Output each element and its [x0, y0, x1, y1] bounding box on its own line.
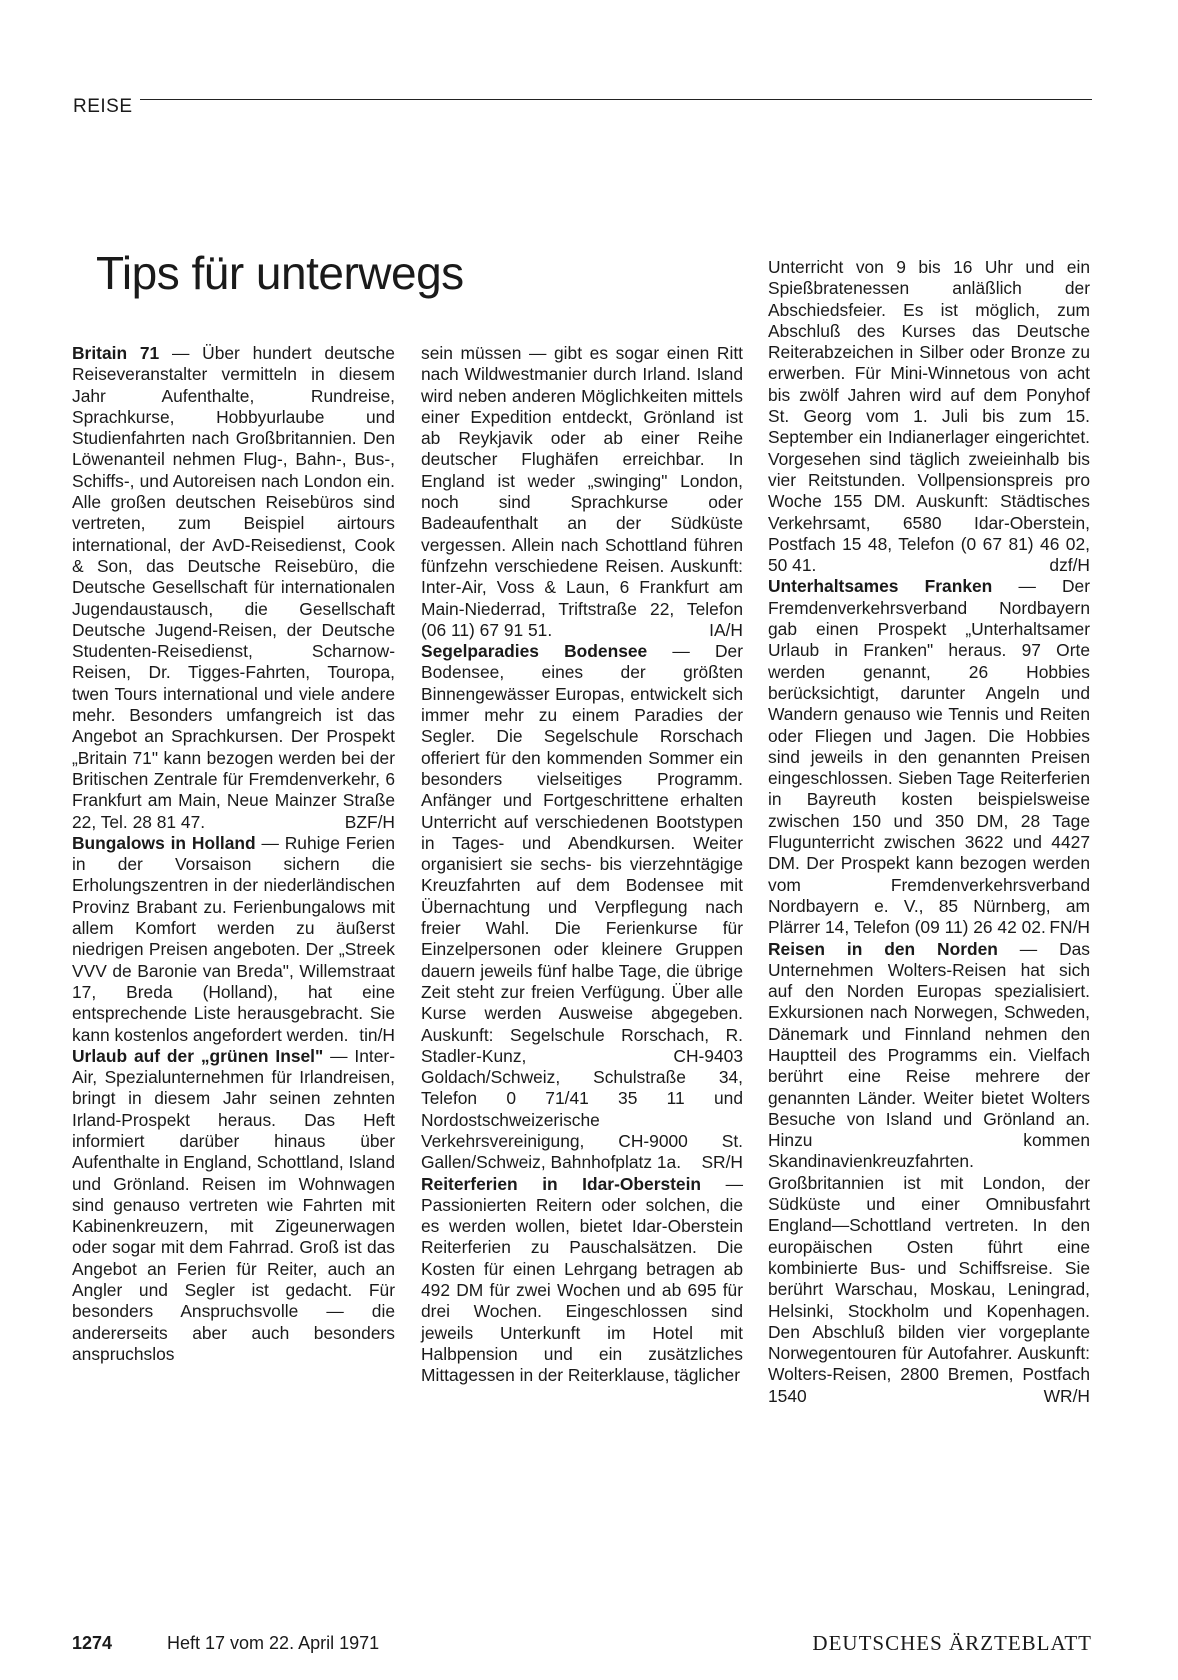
author-signature: FN/H: [1049, 917, 1090, 938]
article-reiterferien: [421, 1174, 743, 1387]
author-signature: SR/H: [701, 1152, 743, 1173]
article-title: Segelparadies Bodensee: [421, 641, 648, 662]
article-text: — Passionierten Reitern oder solchen, die es werden wollen, bietet Idar-Oberstein Reiterferien zu Pauschalsätzen. Die Kosten für einen Lehrgang betragen ab 492 DM für zwei Wochen und ab 695 für drei Wochen. Eingeschlossen sind jeweils Unterkunft im Hotel mit Halbpension und ein zusätzliches Mittagessen in der Reiterklause, täglicher: [421, 1173, 743, 1386]
column-2: [421, 343, 743, 1387]
author-signature: dzf/H: [1049, 555, 1090, 576]
author-signature: tin/H: [359, 1024, 395, 1045]
article-title: Unterhaltsames Franken: [768, 576, 993, 597]
article-urlaub: [72, 1046, 395, 1365]
article-title: Reiterferien in Idar-Oberstein: [421, 1173, 702, 1194]
article-text: Unterricht von 9 bis 16 Uhr und ein Spießbratenessen anläßlich der Abschiedsfeier. Es ist möglich, zum Abschluß des Kurses das Deutsche Reiterabzeichen in Silber oder Bronze zu erwerben. Für Mini-Winnetous von acht bis zwölf Jahren wird auf dem Ponyhof St. Georg vom 1. Juli bis zum 15. September ein Indianerlager eingerichtet. Vorgesehen sind täglich zweieinhalb bis vier Reitstunden. Vollpensionspreis pro Woche 155 DM. Auskunft: Städtisches Verkehrsamt, 6580 Idar-Oberstein, Postfach 15 48, Telefon (0 67 81) 46 02, 50 41.: [768, 257, 1090, 576]
column-3: [768, 257, 1090, 1407]
column-1: [72, 343, 395, 1365]
article-text: — Der Fremdenverkehrsverband Nordbayern gab einen Prospekt „Unterhaltsamer Urlaub in Franken" heraus. 97 Orte werden genannt, 26 Hobbies berücksichtigt, darunter Angeln und Wandern genauso wie Tennis und Reiten oder Fliegen und Jagen. Die Hobbies sind jeweils in den genannten Preisen eingeschlossen. Sieben Tage Reiterferien in Bayreuth kosten beispielsweise zwischen 150 und 350 DM, 28 Tage Flugunterricht zwischen 3622 und 4427 DM. Der Prospekt kann bezogen werden vom Fremdenverkehrsverband Nordbayern e. V., 85 Nürnberg, am Plärrer 14, Telefon (09 11) 26 42 02.: [768, 576, 1091, 938]
journal-name: DEUTSCHES ÄRZTEBLATT: [812, 1631, 1092, 1655]
author-signature: BZF/H: [344, 811, 395, 832]
article-title: Urlaub auf der „grünen Insel": [72, 1045, 324, 1066]
article-britain: [72, 343, 395, 833]
author-signature: WR/H: [1043, 1385, 1090, 1406]
article-norden: [768, 939, 1090, 1408]
article-title: Bungalows in Holland: [72, 832, 256, 853]
article-text: — Der Bodensee, eines der größten Binnengewässer Europas, entwickelt sich immer mehr zu einem Paradies der Segler. Die Segelschule Rorschach offeriert für den kommenden Sommer ein besonders vielseitiges Programm. Anfänger und Fortgeschrittene erhalten Unterricht auf verschiedenen Bootstypen in Tages- und Abendkursen. Weiter organisiert sie sechs- bis vierzehntägige Kreuzfahrten auf dem Bodensee mit Übernachtung und Verpflegung nach freier Wahl. Die Ferienkurse für Einzelpersonen oder kleinere Gruppen dauern jeweils fünf halbe Tage, die übrige Zeit steht zur freien Verfügung. Über alle Kurse werden Ausweise abgegeben. Auskunft: Segelschule Rorschach, R. Stadler-Kunz, CH-9403 Goldach/Schweiz, Schulstraße 34, Telefon 0 71/41 35 11 und Nordostschweizerische Verkehrsvereinigung, CH-9000 St. Gallen/Schweiz, Bahnhofplatz 1a.: [421, 641, 743, 1173]
article-text: — Über hundert deutsche Reiseveranstalter vermitteln in diesem Jahr Aufenthalte, Rundreise, Sprachkurse, Hobbyurlaube und Studienfahrten nach Großbritannien. Den Löwenanteil nehmen Flug-, Bahn-, Bus-, Schiffs-, und Autoreisen nach London ein. Alle großen deutschen Reisebüros sind vertreten, zum Beispiel airtours international, der AvD-Reisedienst, Cook & Son, das Deutsche Reisebüro, die Deutsche Gesellschaft für internationalen Jugendaustausch, die Gesellschaft Deutsche Jugend-Reisen, der Deutsche Studenten-Reisedienst, Scharnow-Reisen, Dr. Tigges-Fahrten, Touropa, twen Tours international und viele andere mehr. Besonders umfangreich ist das Angebot an Sprachkursen. Der Prospekt „Britain 71" kann bezogen werden bei der Britischen Zentrale für Fremdenverkehr, 6 Frankfurt am Main, Neue Mainzer Straße 22, Tel. 28 81 47.: [72, 343, 395, 832]
article-bungalows: [72, 833, 395, 1046]
headline: Tips für unterwegs: [96, 247, 464, 299]
section-divider: [140, 99, 1092, 100]
issue-info: Heft 17 vom 22. April 1971: [167, 1633, 380, 1653]
article-urlaub-continued: [421, 343, 743, 641]
article-title: Britain 71: [72, 343, 160, 363]
article-franken: [768, 576, 1090, 938]
page-footer: [72, 1633, 1092, 1659]
article-title: Reisen in den Norden: [768, 938, 998, 959]
article-segelparadies: [421, 641, 743, 1173]
article-text: — Ruhige Ferien in der Vorsaison sichern die Erholungszentren in der niederländischen Provinz Brabant zu. Ferienbungalows mit allem Komfort werden zu äußerst niedrigen Preisen angeboten. Der „Streek VVV de Baronie van Breda", Willemstraat 17, Breda (Holland), hat eine entsprechende Liste herausgebracht. Sie kann kostenlos angefordert werden.: [72, 832, 395, 1045]
article-reiterferien-continued: [768, 257, 1090, 576]
section-label: REISE: [73, 96, 133, 117]
article-text: — Inter-Air, Spezialunternehmen für Irlandreisen, bringt in diesem Jahr seinen zehnten Irland-Prospekt heraus. Das Heft informiert darüber hinaus über Aufenthalte in England, Schottland, Island und Grönland. Reisen im Wohnwagen sind genauso vertreten wie Fahrten mit Kabinenkreuzern, mit Zigeunerwagen oder sogar mit dem Fahrrad. Groß ist das Angebot an Ferien für Reiter, auch an Angler und Segler ist gedacht. Für besonders Anspruchsvolle — die andererseits aber auch besonders anspruchslos: [72, 1045, 395, 1364]
author-signature: IA/H: [709, 619, 743, 640]
article-text: — Das Unternehmen Wolters-Reisen hat sich auf den Norden Europas spezialisiert. Exkursionen nach Norwegen, Schweden, Dänemark und Finnland nehmen den Hauptteil des Programms ein. Vielfach berührt eine Reise mehrere der genannten Länder. Weiter bietet Wolters Besuche von Island und Grönland an. Hinzu kommen Skandinavienkreuzfahrten. Großbritannien ist mit London, der Südküste und einer Omnibusfahrt England—Schottland vertreten. In den europäischen Osten führt eine kombinierte Bus- und Schiffsreise. Sie berührt Warschau, Moskau, Leningrad, Helsinki, Stockholm und Kopenhagen. Den Abschluß bilden vier vorgeplante Norwegentouren für Autofahrer. Auskunft: Wolters-Reisen, 2800 Bremen, Postfach 1540: [768, 938, 1091, 1406]
article-text: sein müssen — gibt es sogar einen Ritt nach Wildwestmanier durch Irland. Island wird neben anderen Möglichkeiten mittels einer Expedition entdeckt, Grönland ist ab Reykjavik oder ab einer Reihe deutscher Flughäfen erreichbar. In England ist weder „swinging" London, noch sind Sprachkurse oder Badeaufenthalt an der Südküste vergessen. Allein nach Schottland führen fünfzehn verschiedene Reisen. Auskunft: Inter-Air, Voss & Laun, 6 Frankfurt am Main-Niederrad, Triftstraße 22, Telefon (06 11) 67 91 51.: [421, 343, 743, 640]
page-number: 1274: [72, 1633, 113, 1653]
